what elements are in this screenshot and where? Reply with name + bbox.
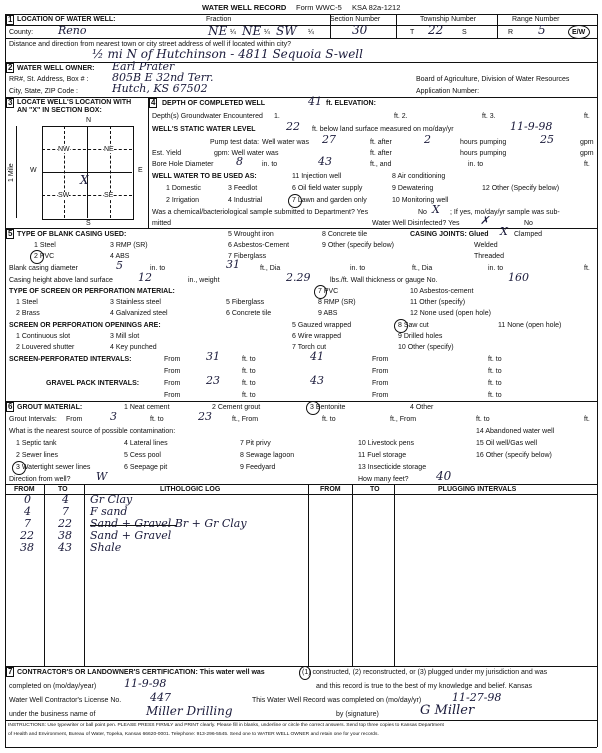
opening-option: 3 Mill slot xyxy=(110,333,140,340)
screen-option: 5 Fiberglass xyxy=(226,299,265,306)
log-to: 38 xyxy=(58,529,72,542)
distance-value: ½ mi N of Hutchinson - 4811 Sequoia S-well xyxy=(92,47,363,61)
cont-option: 15 Oil well/Gas well xyxy=(476,440,538,447)
gi-ft-from: ft., From xyxy=(232,416,259,423)
height-value: 12 xyxy=(138,271,152,284)
cont-option: 3 Watertight sewer lines xyxy=(16,464,91,471)
compass-e: E xyxy=(138,167,143,174)
gw-2: ft. 2. xyxy=(394,113,408,120)
grout-intervals-label: Grout Intervals: xyxy=(9,416,57,423)
lbs-label: lbs./ft. Wall thickness or gauge No. xyxy=(330,277,438,284)
section-number: 3 xyxy=(8,98,13,107)
rule xyxy=(5,25,597,26)
circle-mark xyxy=(299,666,311,680)
grout-label: GROUT MATERIAL: xyxy=(17,404,83,411)
rule xyxy=(64,126,65,218)
cont-option: 13 Insecticide storage xyxy=(358,464,427,471)
weight-value: 2.29 xyxy=(286,271,311,284)
gp-ft-from: From xyxy=(372,380,389,387)
range-prefix: R xyxy=(508,29,514,36)
use-option: 7 Lawn and garden only xyxy=(292,197,367,204)
opening-option: 8 Saw cut xyxy=(398,322,429,329)
screen-label: TYPE OF SCREEN OR PERFORATION MATERIAL: xyxy=(9,288,175,295)
blank-ft-dia-2: ft., Dia xyxy=(412,265,433,272)
gp-from-label: From xyxy=(164,380,181,387)
log-desc: Gr Clay xyxy=(90,493,133,506)
compass-w: W xyxy=(30,167,37,174)
spi-to: 41 xyxy=(310,350,324,363)
use-option: 10 Monitoring well xyxy=(392,197,449,204)
cert-line-3b: This Water Well Record was completed on (mo/day/yr) xyxy=(252,697,422,704)
log-desc: F sand xyxy=(90,505,128,518)
gp-label: GRAVEL PACK INTERVALS: xyxy=(46,380,140,387)
quarter-mark: ¼ xyxy=(230,29,236,36)
gi-ft-to: ft. to xyxy=(150,416,164,423)
depth-value: 41 xyxy=(308,95,322,108)
bore-in-to-2: in. to xyxy=(468,161,484,168)
disinfect-label: Water Well Disinfected? Yes xyxy=(372,220,460,227)
chem-label: Was a chemical/bacteriological sample submitted to Department? Yes xyxy=(152,209,369,216)
rule xyxy=(5,14,6,747)
use-option: 2 Irrigation xyxy=(166,197,200,204)
rule xyxy=(352,484,353,666)
depth-label: DEPTH OF COMPLETED WELL xyxy=(162,100,266,107)
blank-ft: ft. xyxy=(584,265,590,272)
gpm-label: gpm xyxy=(580,139,594,146)
county-label: County: xyxy=(9,29,34,36)
cont-option: 1 Septic tank xyxy=(16,440,57,447)
strike-through xyxy=(90,525,176,526)
blank-in-to-2: in. to xyxy=(350,265,366,272)
disinfect-no: No xyxy=(524,220,533,227)
gi-ft-from-2: ft., From xyxy=(390,416,417,423)
threaded-label: Threaded xyxy=(474,253,504,260)
disinfect-mark: ✗ xyxy=(480,214,490,227)
application-label: Application Number: xyxy=(416,88,480,95)
log-to: 7 xyxy=(62,505,69,518)
casing-option: 9 Other (specify below) xyxy=(322,242,394,249)
rule xyxy=(5,747,597,748)
quadrant-ne: NE xyxy=(104,146,114,153)
gp-from-label-2: From xyxy=(164,392,181,399)
section-number: 5 xyxy=(8,229,13,238)
log-from: 22 xyxy=(20,529,34,542)
opening-option: 1 Continuous slot xyxy=(16,333,71,340)
spi-from: 31 xyxy=(206,350,220,363)
blank-in-to-3: in. to xyxy=(488,265,504,272)
cont-option: 14 Abandoned water well xyxy=(476,428,555,435)
section-number: 2 xyxy=(8,63,13,72)
direction-value: W xyxy=(96,470,108,483)
well-location-x: X xyxy=(80,173,89,187)
gp-ft-to: ft. to xyxy=(242,380,256,387)
pump-hrs-label: hours pumping xyxy=(460,139,507,146)
instructions-1: INSTRUCTIONS: Use typewriter or ball point pen. PLEASE PRESS FIRMLY and PRINT clearly. Please fill in blanks, underline or circle the correct answers. Send top three copies to Kansas Department xyxy=(8,723,444,728)
cert-line-2b: and this record is true to the best of my knowledge and belief. Kansas xyxy=(316,683,532,690)
cont-option: 2 Sewer lines xyxy=(16,452,59,459)
opening-option: 9 Drilled holes xyxy=(398,333,443,340)
opening-option: 4 Key punched xyxy=(110,344,157,351)
pump-ww-value: 27 xyxy=(322,133,336,146)
casing-option: 6 Asbestos-Cement xyxy=(228,242,290,249)
rule xyxy=(5,14,597,15)
bore-in-to: in. to xyxy=(262,161,278,168)
township-prefix: T xyxy=(410,29,415,36)
rule xyxy=(84,484,85,666)
opening-option: 7 Torch cut xyxy=(292,344,327,351)
yield-hrs-label: hours pumping xyxy=(460,150,507,157)
section-value: 30 xyxy=(352,23,368,37)
casing-option: 4 ABS xyxy=(110,253,130,260)
s2-label: WATER WELL OWNER: xyxy=(17,65,95,72)
log-desc: Shale xyxy=(90,541,122,554)
s1-label: LOCATION OF WATER WELL: xyxy=(17,16,116,23)
grout-option: 4 Other xyxy=(410,404,434,411)
spi-ft-to-2: ft. to xyxy=(488,356,502,363)
range-label: Range Number xyxy=(512,16,560,23)
rule xyxy=(396,14,397,38)
screen-option: 4 Galvanized steel xyxy=(110,310,168,317)
chem-suffix: ; If yes, mo/day/yr sample was sub- xyxy=(450,209,560,216)
use-option: 3 Feedlot xyxy=(228,185,258,192)
ksa-number: KSA 82a-1212 xyxy=(352,3,401,12)
record-date: 11-27-98 xyxy=(452,691,502,704)
spi-ft-from: From xyxy=(372,356,389,363)
cont-option: 10 Livestock pens xyxy=(358,440,415,447)
static-date: 11-9-98 xyxy=(510,120,553,133)
form-title: WATER WELL RECORD xyxy=(202,3,287,12)
casing-option: 1 Steel xyxy=(34,242,56,249)
log-from: 7 xyxy=(24,517,31,530)
cont-option: 8 Sewage lagoon xyxy=(240,452,295,459)
blank-to: 31 xyxy=(226,258,240,271)
log-to: 43 xyxy=(58,541,72,554)
form-number: Form WWC-5 xyxy=(296,3,342,12)
bore-to-value: 43 xyxy=(318,155,332,168)
spi-ft-to-3: ft. to xyxy=(242,368,256,375)
rule xyxy=(5,38,597,39)
casing-option: 5 Wrought iron xyxy=(228,231,274,238)
static-suffix: ft. below land surface measured on mo/day/yr xyxy=(312,126,454,133)
clamped-label: Clamped xyxy=(514,231,543,238)
spi-from-label-2: From xyxy=(164,368,181,375)
circle-mark xyxy=(30,250,44,264)
opening-option: 10 Other (specify) xyxy=(398,344,454,351)
circle-mark xyxy=(306,401,320,415)
height-label: Casing height above land surface xyxy=(9,277,113,284)
pump-ft-after: ft. after xyxy=(370,139,392,146)
log-desc: Sand + Gravel xyxy=(90,529,172,542)
screen-option: 12 None used (open hole) xyxy=(410,310,491,317)
county-value: Reno xyxy=(58,24,87,37)
rule xyxy=(110,126,111,218)
pump-hours: 2 xyxy=(424,133,431,146)
bore-ft: ft. xyxy=(584,161,590,168)
log-to-header: TO xyxy=(58,486,68,493)
section-number: 7 xyxy=(8,667,13,676)
screen-option: 7 PVC xyxy=(318,288,339,295)
spi-ft-to-4: ft. to xyxy=(488,368,502,375)
gauge-value: 160 xyxy=(508,271,529,284)
rule xyxy=(308,484,309,666)
log-from-header: FROM xyxy=(14,486,35,493)
quarter-mark: ¼ xyxy=(308,29,314,36)
completed-date: 11-9-98 xyxy=(124,677,167,690)
opening-option: 6 Wire wrapped xyxy=(292,333,342,340)
casing-option: 7 Fiberglass xyxy=(228,253,267,260)
elevation-label: ft. ELEVATION: xyxy=(326,100,376,107)
how-many-label: How many feet? xyxy=(358,476,409,483)
yield-gpm-label: gpm xyxy=(580,150,594,157)
blank-diameter-label: Blank casing diameter xyxy=(9,265,78,272)
screen-option: 8 RMP (SR) xyxy=(318,299,356,306)
board-label: Board of Agriculture, Division of Water Resources xyxy=(416,76,570,83)
township-suffix: S xyxy=(462,29,467,36)
cont-option: 6 Seepage pit xyxy=(124,464,168,471)
license-number: 447 xyxy=(150,691,171,704)
log-from: 38 xyxy=(20,541,34,554)
cont-option: 5 Cess pool xyxy=(124,452,161,459)
screen-option: 10 Asbestos-cement xyxy=(410,288,474,295)
casing-option: 2 PVC xyxy=(34,253,55,260)
groundwater-label: Depth(s) Groundwater Encountered xyxy=(152,113,263,120)
cont-option: 4 Lateral lines xyxy=(124,440,168,447)
use-label: WELL WATER TO BE USED AS: xyxy=(152,173,257,180)
log-litho-header: LITHOLOGIC LOG xyxy=(160,486,221,493)
address-label: RR#, St. Address, Box # : xyxy=(9,76,89,83)
range-ew: E/W xyxy=(572,29,586,36)
section-number: 6 xyxy=(8,402,13,411)
spi-ft-from-2: From xyxy=(372,368,389,375)
owner-value: Earl Prater xyxy=(112,60,175,73)
chem-x: X xyxy=(432,203,440,216)
casing-option: 8 Concrete tile xyxy=(322,231,368,238)
gi-ft: ft. xyxy=(584,416,590,423)
gw-ft: ft. xyxy=(584,113,590,120)
fraction-1: NE xyxy=(208,24,228,38)
bore-value: 8 xyxy=(236,155,243,168)
circle-mark xyxy=(314,285,327,299)
circle-mark xyxy=(568,25,590,39)
grout-option: 3 Bentonite xyxy=(310,404,346,411)
circle-mark xyxy=(288,194,302,208)
opening-option: 2 Louvered shutter xyxy=(16,344,75,351)
gp-ft-from-2: From xyxy=(372,392,389,399)
pump-test-label: Pump test data: xyxy=(210,139,260,146)
feet-value: 40 xyxy=(436,469,452,483)
yield-label: Est. Yield xyxy=(152,150,182,157)
yield-ww-label: gpm: Well water was xyxy=(214,150,279,157)
section-number: 4 xyxy=(151,98,156,107)
gw-1: 1. xyxy=(274,113,280,120)
cert-line-1b: (1) constructed, (2) reconstructed, or (3) plugged under my jurisdiction and was xyxy=(302,669,548,676)
yield-ft-after: ft. after xyxy=(370,150,392,157)
compass-s: S xyxy=(86,220,91,227)
gp-to: 43 xyxy=(310,374,324,387)
log-from2-header: FROM xyxy=(320,486,341,493)
spi-label: SCREEN-PERFORATED INTERVALS: xyxy=(9,356,132,363)
use-option: 12 Other (Specify below) xyxy=(482,185,560,192)
blank-ft-dia: ft., Dia xyxy=(260,265,281,272)
cert-line-4a: under the business name of xyxy=(9,711,96,718)
blank-in-to: in. to xyxy=(150,265,166,272)
cert-line-3a: Water Well Contractor's License No. xyxy=(9,697,122,704)
gp-from: 23 xyxy=(206,374,220,387)
screen-option: 6 Concrete tile xyxy=(226,310,272,317)
gi-from: 3 xyxy=(110,410,117,423)
compass-n: N xyxy=(86,117,92,124)
quadrant-se: SE xyxy=(104,192,114,199)
screen-option: 1 Steel xyxy=(16,299,38,306)
gp-ft-to-2: ft. to xyxy=(488,380,502,387)
log-from: 0 xyxy=(24,493,31,506)
pump-ww-label: Well water was xyxy=(262,139,309,146)
distance-label: Distance and direction from nearest town or city street address of well if located within city? xyxy=(9,41,292,48)
cont-option: 11 Fuel storage xyxy=(358,452,407,459)
use-option: 4 Industrial xyxy=(228,197,263,204)
rule xyxy=(148,97,149,228)
gi-from-label: From xyxy=(66,416,83,423)
fraction-3: SW xyxy=(276,24,297,38)
rule xyxy=(330,14,331,38)
casing-joints: CASING JOINTS: Glued xyxy=(410,231,489,238)
quarter-mark: ¼ xyxy=(264,29,270,36)
city-label: City, State, ZIP Code : xyxy=(9,88,78,95)
gi-to: 23 xyxy=(198,410,212,423)
screen-option: 11 Other (specify) xyxy=(410,299,466,306)
fraction-2: NE xyxy=(242,24,262,38)
screen-option: 2 Brass xyxy=(16,310,40,317)
cert-line-2a: completed on (mo/day/year) xyxy=(9,683,97,690)
opening-option: 5 Gauzed wrapped xyxy=(292,322,352,329)
cont-option: 9 Feedyard xyxy=(240,464,276,471)
city-value: Hutch, KS 67502 xyxy=(112,82,208,95)
rule xyxy=(42,195,132,196)
signature: G Miller xyxy=(420,703,475,718)
screen-option: 9 ABS xyxy=(318,310,338,317)
direction-label: Direction from well? xyxy=(9,476,71,483)
rule xyxy=(597,14,598,747)
grout-option: 1 Neat cement xyxy=(124,404,170,411)
gi-ft-to-2: ft. to xyxy=(322,416,336,423)
welded-label: Welded xyxy=(474,242,498,249)
mile-label: 1 Mile xyxy=(8,163,15,182)
log-to: 22 xyxy=(58,517,72,530)
rule xyxy=(16,126,17,218)
rule xyxy=(497,14,498,38)
contamination-label: What is the nearest source of possible contamination: xyxy=(9,428,176,435)
static-value: 22 xyxy=(286,120,300,133)
use-option: 9 Dewatering xyxy=(392,185,434,192)
rule xyxy=(5,228,597,229)
section-number: 1 xyxy=(8,15,13,24)
log-to2-header: TO xyxy=(370,486,380,493)
quadrant-nw: NW xyxy=(58,146,70,153)
use-option: 1 Domestic xyxy=(166,185,202,192)
business-name: Miller Drilling xyxy=(146,704,233,718)
circle-mark xyxy=(394,319,408,333)
bore-label: Bore Hole Diameter xyxy=(152,161,214,168)
gp-ft-to-3: ft. to xyxy=(242,392,256,399)
quadrant-sw: SW xyxy=(58,192,70,199)
spi-from-label: From xyxy=(164,356,181,363)
gp-ft-to-4: ft. to xyxy=(488,392,502,399)
s3-label: LOCATE WELL'S LOCATION WITH AN "X" IN SECTION BOX: xyxy=(17,99,132,114)
cert-line-1a: CONTRACTOR'S OR LANDOWNER'S CERTIFICATION: This water well was xyxy=(17,669,265,676)
log-desc: Sand + Gravel Br + Gr Clay xyxy=(90,517,247,530)
rule xyxy=(5,97,597,98)
cont-option: 16 Other (specify below) xyxy=(476,452,552,459)
grout-option: 2 Cement grout xyxy=(212,404,261,411)
township-label: Township Number xyxy=(420,16,477,23)
fraction-label: Fraction xyxy=(206,16,232,23)
log-plug-header: PLUGGING INTERVALS xyxy=(438,486,517,493)
spi-ft-to: ft. to xyxy=(242,356,256,363)
use-option: 8 Air conditioning xyxy=(392,173,446,180)
township-value: 22 xyxy=(428,23,444,37)
rule xyxy=(5,62,597,63)
bore-ft-and: ft., and xyxy=(370,161,392,168)
rule xyxy=(44,484,45,666)
openings-label: SCREEN OR PERFORATION OPENINGS ARE: xyxy=(9,322,161,329)
rule xyxy=(394,484,395,666)
cert-line-4b: by (signature) xyxy=(336,711,379,718)
opening-option: 11 None (open hole) xyxy=(498,322,562,329)
blank-diameter: 5 xyxy=(116,259,123,272)
section-label: Section Number xyxy=(330,16,381,23)
mitted-label: mitted xyxy=(152,220,172,227)
casing-label: TYPE OF BLANK CASING USED: xyxy=(17,231,127,238)
glued-x: X xyxy=(500,225,508,238)
cont-option: 7 Pit privy xyxy=(240,440,271,447)
rule xyxy=(5,720,597,721)
gw-3: ft. 3. xyxy=(482,113,496,120)
address-value: 805B E 32nd Terr. xyxy=(112,71,214,84)
static-label: WELL'S STATIC WATER LEVEL xyxy=(152,126,256,133)
casing-option: 3 RMP (SR) xyxy=(110,242,148,249)
range-value: 5 xyxy=(538,23,546,37)
rule xyxy=(42,149,132,150)
use-option: 6 Oil field water supply xyxy=(292,185,363,192)
rule xyxy=(5,401,597,402)
pump-gpm: 25 xyxy=(540,133,554,146)
rule xyxy=(5,484,597,485)
height-weight: in., weight xyxy=(188,277,220,284)
use-option: 11 Injection well xyxy=(292,173,342,180)
circle-mark xyxy=(12,461,26,475)
screen-option: 3 Stainless steel xyxy=(110,299,161,306)
instructions-2: of Health and Environment, Bureau of Water, Topeka, Kansas 66620-0001. Telephone: 913-296-5545. Send one to WATER WELL OWNER and retain one for your records. xyxy=(8,732,379,737)
log-from: 4 xyxy=(24,505,31,518)
gi-ft-to-3: ft. to xyxy=(476,416,490,423)
chem-no-label: No xyxy=(418,209,427,216)
log-to: 4 xyxy=(62,493,69,506)
